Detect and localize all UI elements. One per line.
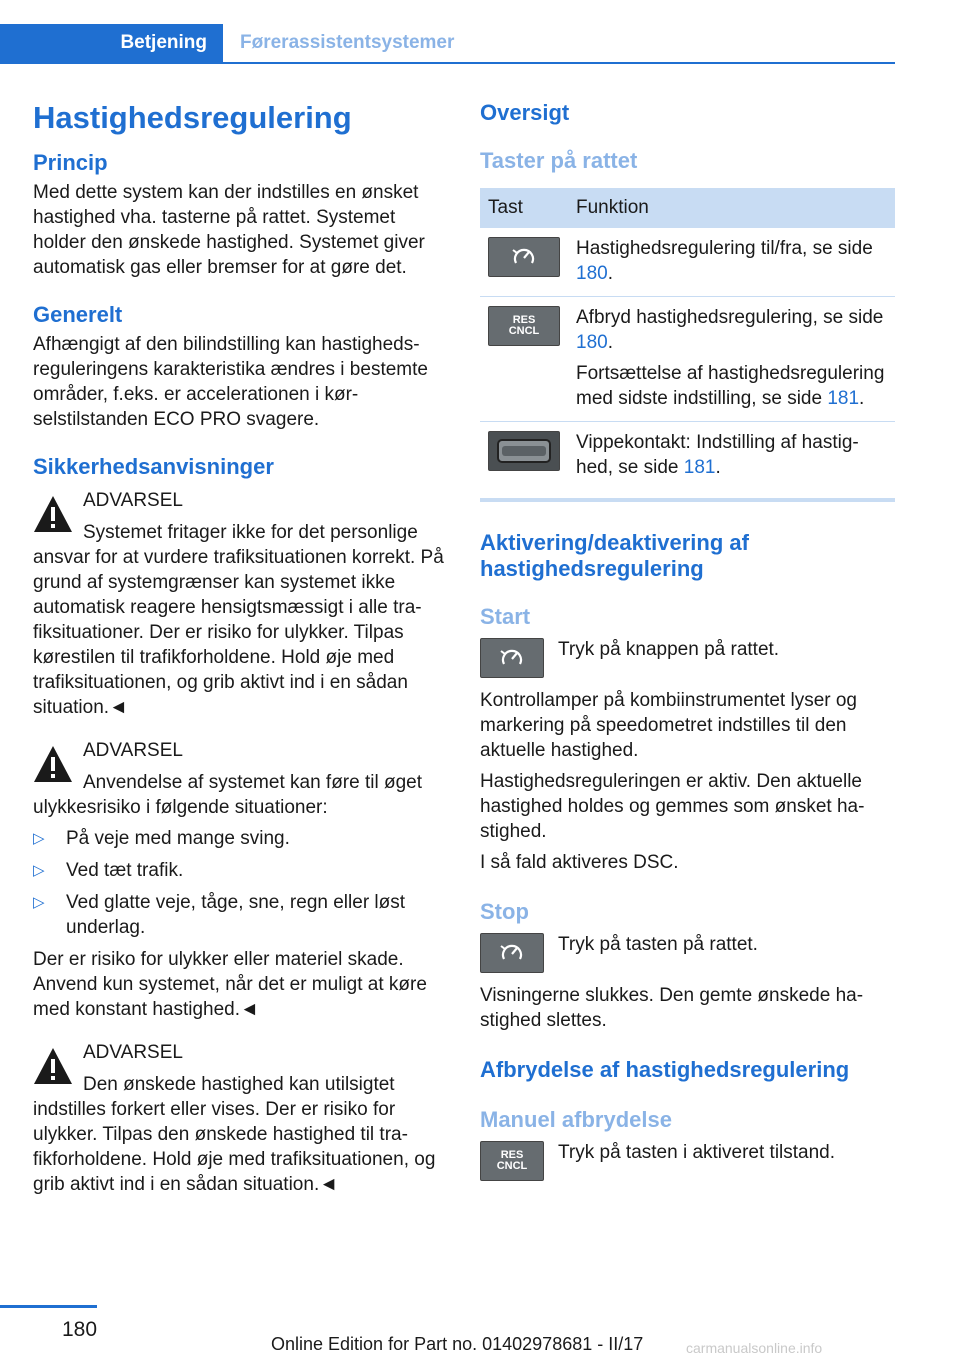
rocker-switch-icon: [496, 437, 552, 465]
cruise-control-icon: [511, 246, 537, 268]
col-header-tast: Tast: [480, 188, 568, 228]
start-text-3: I så fald aktiveres DSC.: [480, 852, 679, 873]
watermark: carmanualsonline.info: [686, 1340, 823, 1356]
table-header-row: [480, 188, 895, 228]
cruise-control-key: [488, 237, 560, 277]
stop-button-text: Tryk på tasten på rattet.: [558, 934, 758, 955]
triangle-bullet-icon: ▷: [33, 830, 45, 847]
res-cncl-key: RES CNCL: [488, 306, 560, 346]
warning-triangle-icon: [33, 744, 73, 784]
section-princip: [33, 150, 445, 280]
triangle-bullet-icon: ▷: [33, 894, 45, 911]
warning-triangle-icon: [33, 1046, 73, 1086]
res-cncl-key: RES CNCL: [480, 1141, 544, 1181]
section-generelt: [33, 302, 445, 432]
heading-stop: Stop: [480, 899, 529, 924]
footer-rule: [0, 1305, 97, 1308]
heading-sikkerhed: Sikkerhedsanvisninger: [33, 454, 274, 479]
warning-triangle-icon: [33, 494, 73, 534]
princip-text: Med dette system kan der indstilles en ønsket hastighed vha. tasterne på rattet. Systemet holder den ønskede hastighed. Systemet giver automatisk gas eller bremser for at gøre det.: [33, 182, 425, 278]
warning-text: Den ønskede hastighed kan utilsigtet indstilles forkert eller vises. Der er risiko for ulykker. Tilpas den ønskede hastighed til trafikforholdene. Hold øje med trafiksituationen, og grib aktivt ind i en sådan situation.◄: [33, 1074, 436, 1195]
stop-text-1: Visningerne slukkes. Den gemte ønskede hastighed slettes.: [480, 985, 864, 1031]
start-row: [480, 638, 895, 678]
start-text-2: Hastighedsreguleringen er aktiv. Den aktuelle hastighed holdes og gemmes som ønsket hastighed.: [480, 771, 865, 842]
heading-aktivering: Aktivering/deaktivering af hastighedsregulering: [480, 530, 749, 581]
heading-afbrydelse: Afbrydelse af hastighedsregulering: [480, 1057, 850, 1082]
warning-after-text: Der er risiko for ulykker eller materiel skade. Anvend kun systemet, når det er muligt at køre med konstant hastighed.◄: [33, 949, 427, 1020]
table-row: RES CNCL Afbryd hastighedsregulering, se side 180. Fortsættelse af hastighedsregulering med sidste indstilling, se side 181.: [480, 297, 895, 422]
list-item: ▷ Ved tæt trafik.: [33, 860, 184, 881]
page-link[interactable]: 180: [576, 332, 608, 353]
heading-manuel: Manuel afbrydelse: [480, 1107, 672, 1132]
warning-1: [33, 488, 445, 720]
right-column: [480, 100, 895, 1191]
page-title: Hastighedsregulering: [33, 100, 352, 135]
warning-text: Systemet fritager ikke for det personlige ansvar for at vurdere trafiksituationen korrekt. På grund af systemgrænser kan systemet ikke automatisk reagere hensigtsmæssigt i alle trafiksituationer. Der er risiko for ulykker. Tilpas kørestilen til trafikforholdene. Hold øje med trafiksituationen, og grib aktivt ind i en sådan situation.◄: [33, 522, 444, 718]
manuel-row: [480, 1141, 895, 1181]
keys-table: [480, 188, 895, 502]
start-button-text: Tryk på knappen på rattet.: [558, 639, 780, 660]
table-row: Hastighedsregulering til/fra, se side 180.: [480, 228, 895, 297]
heading-start: Start: [480, 604, 531, 629]
page-link[interactable]: 181: [827, 388, 860, 409]
col-header-funktion: Funktion: [568, 188, 895, 228]
heading-taster: Taster på rattet: [480, 148, 638, 173]
page-link[interactable]: 181: [683, 457, 716, 478]
section-sikkerhed: [33, 454, 445, 1197]
page-number: 180: [62, 1318, 98, 1341]
generelt-text: Afhængigt af den bilindstilling kan hastighedsreguleringens karakteristika ændres i bestemte områder, f.eks. er accelerationen i kørselstilstanden ECO PRO svagere.: [33, 334, 428, 430]
tab-betjening[interactable]: Betjening: [0, 24, 223, 62]
cruise-control-icon: [499, 647, 525, 669]
warning-2: [33, 738, 445, 1022]
rocker-switch-key: [488, 431, 560, 471]
warning-3: [33, 1040, 445, 1197]
cruise-control-key: [480, 933, 544, 973]
cruise-control-icon: [499, 942, 525, 964]
warning-text: Anvendelse af systemet kan føre til øget ulykkesrisiko i følgende situationer:: [33, 772, 422, 818]
table-row: Vippekontakt: Indstilling af hastighed, se side 181.: [480, 422, 895, 501]
edition-text: Online Edition for Part no. 01402978681 - II/17: [271, 1334, 644, 1354]
warning-title: ADVARSEL: [83, 740, 183, 761]
bullet-list: [33, 826, 445, 940]
heading-generelt: Generelt: [33, 302, 123, 327]
manuel-button-text: Tryk på tasten i aktiveret tilstand.: [558, 1142, 836, 1163]
start-text-1: Kontrollamper på kombiinstrumentet lyser og markering på speedometret indstilles til den aktuelle hastighed.: [480, 690, 858, 761]
list-item: ▷ Ved glatte veje, tåge, sne, regn eller løst underlag.: [33, 892, 406, 938]
list-item: ▷ På veje med mange sving.: [33, 828, 290, 849]
warning-title: ADVARSEL: [83, 490, 183, 511]
triangle-bullet-icon: ▷: [33, 862, 45, 879]
cruise-control-key: [480, 638, 544, 678]
page-link[interactable]: 180: [576, 263, 608, 284]
warning-title: ADVARSEL: [83, 1042, 183, 1063]
heading-oversigt: Oversigt: [480, 100, 570, 125]
heading-princip: Princip: [33, 150, 108, 175]
header-bar: [0, 24, 895, 64]
tab-forerassistentsystemer[interactable]: Førerassistentsystemer: [240, 32, 455, 53]
stop-row: [480, 933, 895, 973]
left-column: [33, 100, 445, 1215]
